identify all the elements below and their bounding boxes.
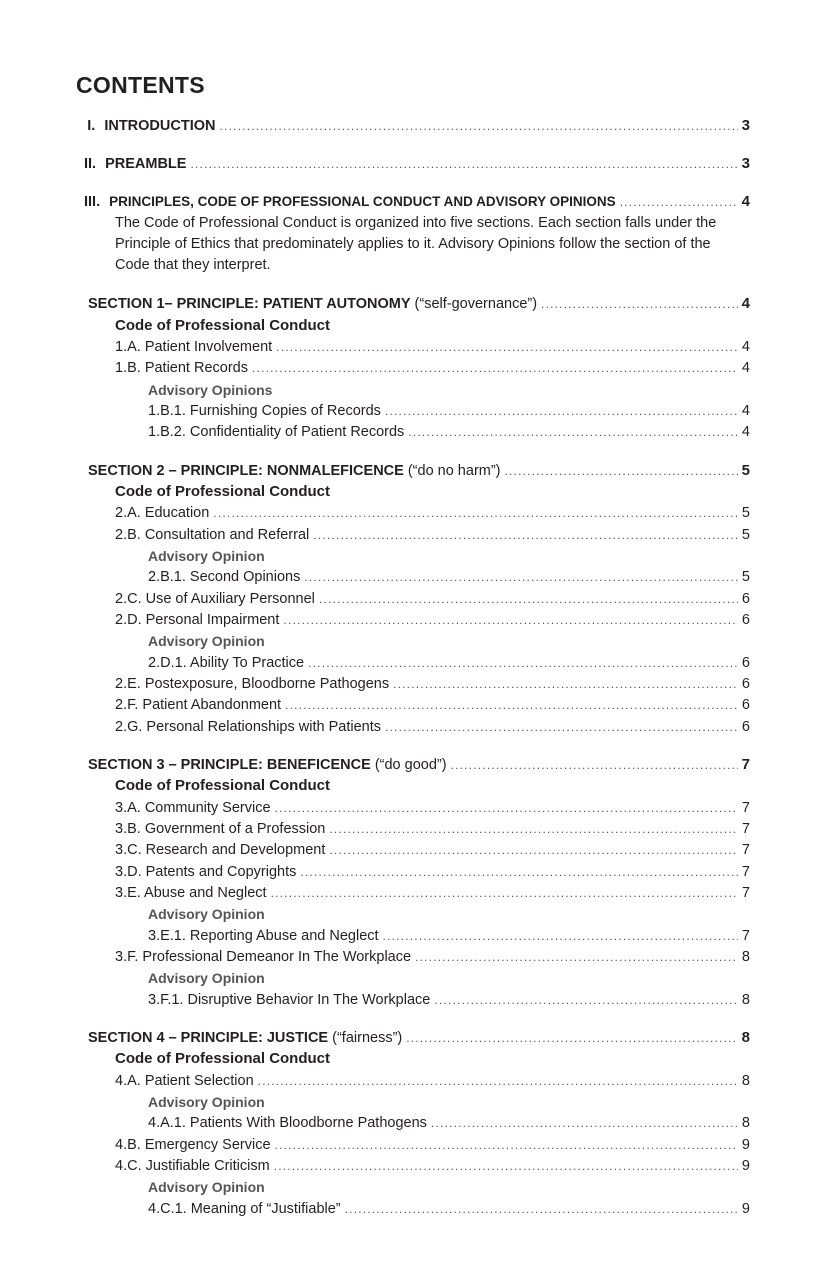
toc-item[interactable] <box>148 1200 750 1218</box>
item-page: 6 <box>741 591 750 607</box>
toc-item[interactable] <box>115 884 750 902</box>
item-title: 3.C. Research and Development <box>115 842 326 858</box>
section-page: 8 <box>741 1029 750 1046</box>
section-page: 5 <box>741 462 750 479</box>
dot-leader <box>434 991 738 1009</box>
advisory-label: Advisory Opinions <box>148 382 273 398</box>
section-title-note: (“do good”) <box>370 757 447 773</box>
item-page: 7 <box>741 885 750 901</box>
dot-leader <box>393 675 738 693</box>
toc-item[interactable] <box>148 927 750 945</box>
item-title: 2.G. Personal Relationships with Patients <box>115 719 381 735</box>
dot-leader <box>415 948 738 966</box>
section-title-bold: SECTION 3 – PRINCIPLE: BENEFICENCE <box>88 757 371 773</box>
toc-item[interactable] <box>115 526 750 544</box>
item-page: 6 <box>741 612 750 628</box>
item-title: 2.A. Education <box>115 505 210 521</box>
item-title: 2.F. Patient Abandonment <box>115 697 282 713</box>
item-page: 6 <box>741 655 750 671</box>
item-page: 6 <box>741 697 750 713</box>
item-title: 4.C.1. Meaning of “Justifiable” <box>148 1201 341 1217</box>
toc-item[interactable] <box>115 675 750 693</box>
entry-number: II. <box>84 156 97 172</box>
dot-leader <box>431 1114 738 1132</box>
entry-title: INTRODUCTION <box>104 118 216 134</box>
toc-item[interactable] <box>115 359 750 377</box>
item-title: 3.D. Patents and Copyrights <box>115 864 297 880</box>
section-title-note: (“self-governance”) <box>410 296 538 312</box>
dot-leader <box>220 117 738 135</box>
dot-leader <box>308 654 738 672</box>
dot-leader <box>313 526 738 544</box>
dot-leader <box>252 359 738 377</box>
toc-item[interactable] <box>115 338 750 356</box>
section-title <box>88 756 447 774</box>
dot-leader <box>300 863 738 881</box>
toc-section-1[interactable] <box>88 295 750 313</box>
dot-leader <box>345 1200 738 1218</box>
item-title: 1.B. Patient Records <box>115 360 248 376</box>
code-label: Code of Professional Conduct <box>115 1050 331 1067</box>
dot-leader <box>283 611 738 629</box>
item-title: 3.E. Abuse and Neglect <box>115 885 267 901</box>
advisory-label: Advisory Opinion <box>148 548 265 564</box>
code-label: Code of Professional Conduct <box>115 317 331 334</box>
dot-leader <box>385 718 738 736</box>
dot-leader <box>385 402 738 420</box>
item-page: 9 <box>741 1158 750 1174</box>
entry-page: 3 <box>741 155 750 172</box>
toc-item[interactable] <box>115 504 750 522</box>
section-title-note: (“fairness”) <box>328 1030 403 1046</box>
item-title: 2.B. Consultation and Referral <box>115 527 310 543</box>
toc-section-4[interactable] <box>88 1029 750 1047</box>
toc-section-2[interactable] <box>88 462 750 480</box>
dot-leader <box>505 462 738 480</box>
item-page: 7 <box>741 842 750 858</box>
item-page: 5 <box>741 505 750 521</box>
item-title: 4.C. Justifiable Criticism <box>115 1158 270 1174</box>
section-title-bold: SECTION 1– PRINCIPLE: PATIENT AUTONOMY <box>88 296 411 312</box>
toc-entry-introduction[interactable] <box>84 117 750 135</box>
advisory-label: Advisory Opinion <box>148 906 265 922</box>
toc-item[interactable] <box>148 1114 750 1132</box>
entry-number: III. <box>84 194 101 210</box>
toc-entry-principles[interactable] <box>84 193 750 211</box>
item-page: 7 <box>741 928 750 944</box>
entry-number: I. <box>87 118 96 134</box>
section-title <box>88 1029 402 1047</box>
toc-item[interactable] <box>115 1136 750 1154</box>
dot-leader <box>329 820 738 838</box>
dot-leader <box>304 568 738 586</box>
toc-item[interactable] <box>115 1157 750 1175</box>
item-title: 2.C. Use of Auxiliary Personnel <box>115 591 315 607</box>
dot-leader <box>319 590 738 608</box>
item-title: 4.A. Patient Selection <box>115 1073 254 1089</box>
dot-leader <box>451 756 738 774</box>
section-page: 7 <box>741 756 750 773</box>
dot-leader <box>258 1072 738 1090</box>
toc-item[interactable] <box>148 991 750 1009</box>
advisory-label: Advisory Opinion <box>148 633 265 649</box>
toc-item[interactable] <box>115 820 750 838</box>
item-title: 1.B.2. Confidentiality of Patient Records <box>148 424 405 440</box>
item-page: 4 <box>741 424 750 440</box>
toc-item[interactable] <box>115 590 750 608</box>
item-page: 7 <box>741 821 750 837</box>
section-title-bold: SECTION 4 – PRINCIPLE: JUSTICE <box>88 1030 329 1046</box>
item-title: 3.A. Community Service <box>115 800 271 816</box>
toc-item[interactable] <box>148 402 750 420</box>
section-title <box>88 295 537 313</box>
item-page: 5 <box>741 527 750 543</box>
advisory-label: Advisory Opinion <box>148 1179 265 1195</box>
item-page: 4 <box>741 403 750 419</box>
intro-paragraph: The Code of Professional Conduct is organized into five sections. Each section falls under the Principle of Ethics that predominately applies to it. Advisory Opinions follow the section of the Code that they interpret. <box>115 215 717 273</box>
dot-leader <box>285 696 738 714</box>
item-page: 6 <box>741 676 750 692</box>
item-page: 7 <box>741 800 750 816</box>
section-title-bold: SECTION 2 – PRINCIPLE: NONMALEFICENCE <box>88 463 404 479</box>
toc-item[interactable] <box>115 1072 750 1090</box>
item-page: 6 <box>741 719 750 735</box>
dot-leader <box>275 1136 738 1154</box>
contents-heading: CONTENTS <box>76 72 205 98</box>
toc-item[interactable] <box>115 718 750 736</box>
section-page: 4 <box>741 295 750 312</box>
dot-leader <box>620 193 738 211</box>
toc-item[interactable] <box>115 948 750 966</box>
item-title: 2.E. Postexposure, Bloodborne Pathogens <box>115 676 390 692</box>
toc-item[interactable] <box>148 654 750 672</box>
item-title: 2.D.1. Ability To Practice <box>148 655 305 671</box>
code-label: Code of Professional Conduct <box>115 777 331 794</box>
section-title <box>88 462 501 480</box>
toc-entry-preamble[interactable] <box>84 155 750 173</box>
item-page: 4 <box>741 339 750 355</box>
item-page: 8 <box>741 992 750 1008</box>
entry-title: PREAMBLE <box>105 156 187 172</box>
item-title: 1.A. Patient Involvement <box>115 339 273 355</box>
item-title: 3.F. Professional Demeanor In The Workplace <box>115 949 412 965</box>
dot-leader <box>408 423 738 441</box>
toc-item[interactable] <box>115 611 750 629</box>
dot-leader <box>276 338 738 356</box>
dot-leader <box>406 1029 737 1047</box>
dot-leader <box>329 841 738 859</box>
entry-page: 4 <box>741 193 750 210</box>
entry-page: 3 <box>741 117 750 134</box>
toc-item[interactable] <box>115 841 750 859</box>
item-title: 2.B.1. Second Opinions <box>148 569 301 585</box>
advisory-label: Advisory Opinion <box>148 970 265 986</box>
dot-leader <box>213 504 738 522</box>
toc-item[interactable] <box>115 799 750 817</box>
item-title: 3.E.1. Reporting Abuse and Neglect <box>148 928 379 944</box>
toc-section-3[interactable] <box>88 756 750 774</box>
dot-leader <box>190 155 737 173</box>
toc-item[interactable] <box>148 568 750 586</box>
item-title: 4.B. Emergency Service <box>115 1137 271 1153</box>
toc-item[interactable] <box>115 696 750 714</box>
item-page: 8 <box>741 1073 750 1089</box>
code-label: Code of Professional Conduct <box>115 483 331 500</box>
item-page: 9 <box>741 1137 750 1153</box>
item-title: 3.F.1. Disruptive Behavior In The Workplace <box>148 992 431 1008</box>
item-title: 1.B.1. Furnishing Copies of Records <box>148 403 381 419</box>
toc-item[interactable] <box>148 423 750 441</box>
section-title-note: (“do no harm”) <box>403 463 501 479</box>
item-page: 8 <box>741 949 750 965</box>
toc-item[interactable] <box>115 863 750 881</box>
dot-leader <box>274 1157 738 1175</box>
dot-leader <box>271 884 738 902</box>
item-title: 3.B. Government of a Profession <box>115 821 326 837</box>
advisory-label: Advisory Opinion <box>148 1094 265 1110</box>
item-page: 5 <box>741 569 750 585</box>
dot-leader <box>275 799 738 817</box>
item-title: 2.D. Personal Impairment <box>115 612 280 628</box>
item-page: 9 <box>741 1201 750 1217</box>
item-page: 7 <box>741 864 750 880</box>
dot-leader <box>541 295 738 313</box>
item-page: 8 <box>741 1115 750 1131</box>
entry-title: PRINCIPLES, CODE OF PROFESSIONAL CONDUCT AND ADVISORY OPINIONS <box>109 194 616 209</box>
item-page: 4 <box>741 360 750 376</box>
item-title: 4.A.1. Patients With Bloodborne Pathogens <box>148 1115 427 1131</box>
dot-leader <box>383 927 738 945</box>
